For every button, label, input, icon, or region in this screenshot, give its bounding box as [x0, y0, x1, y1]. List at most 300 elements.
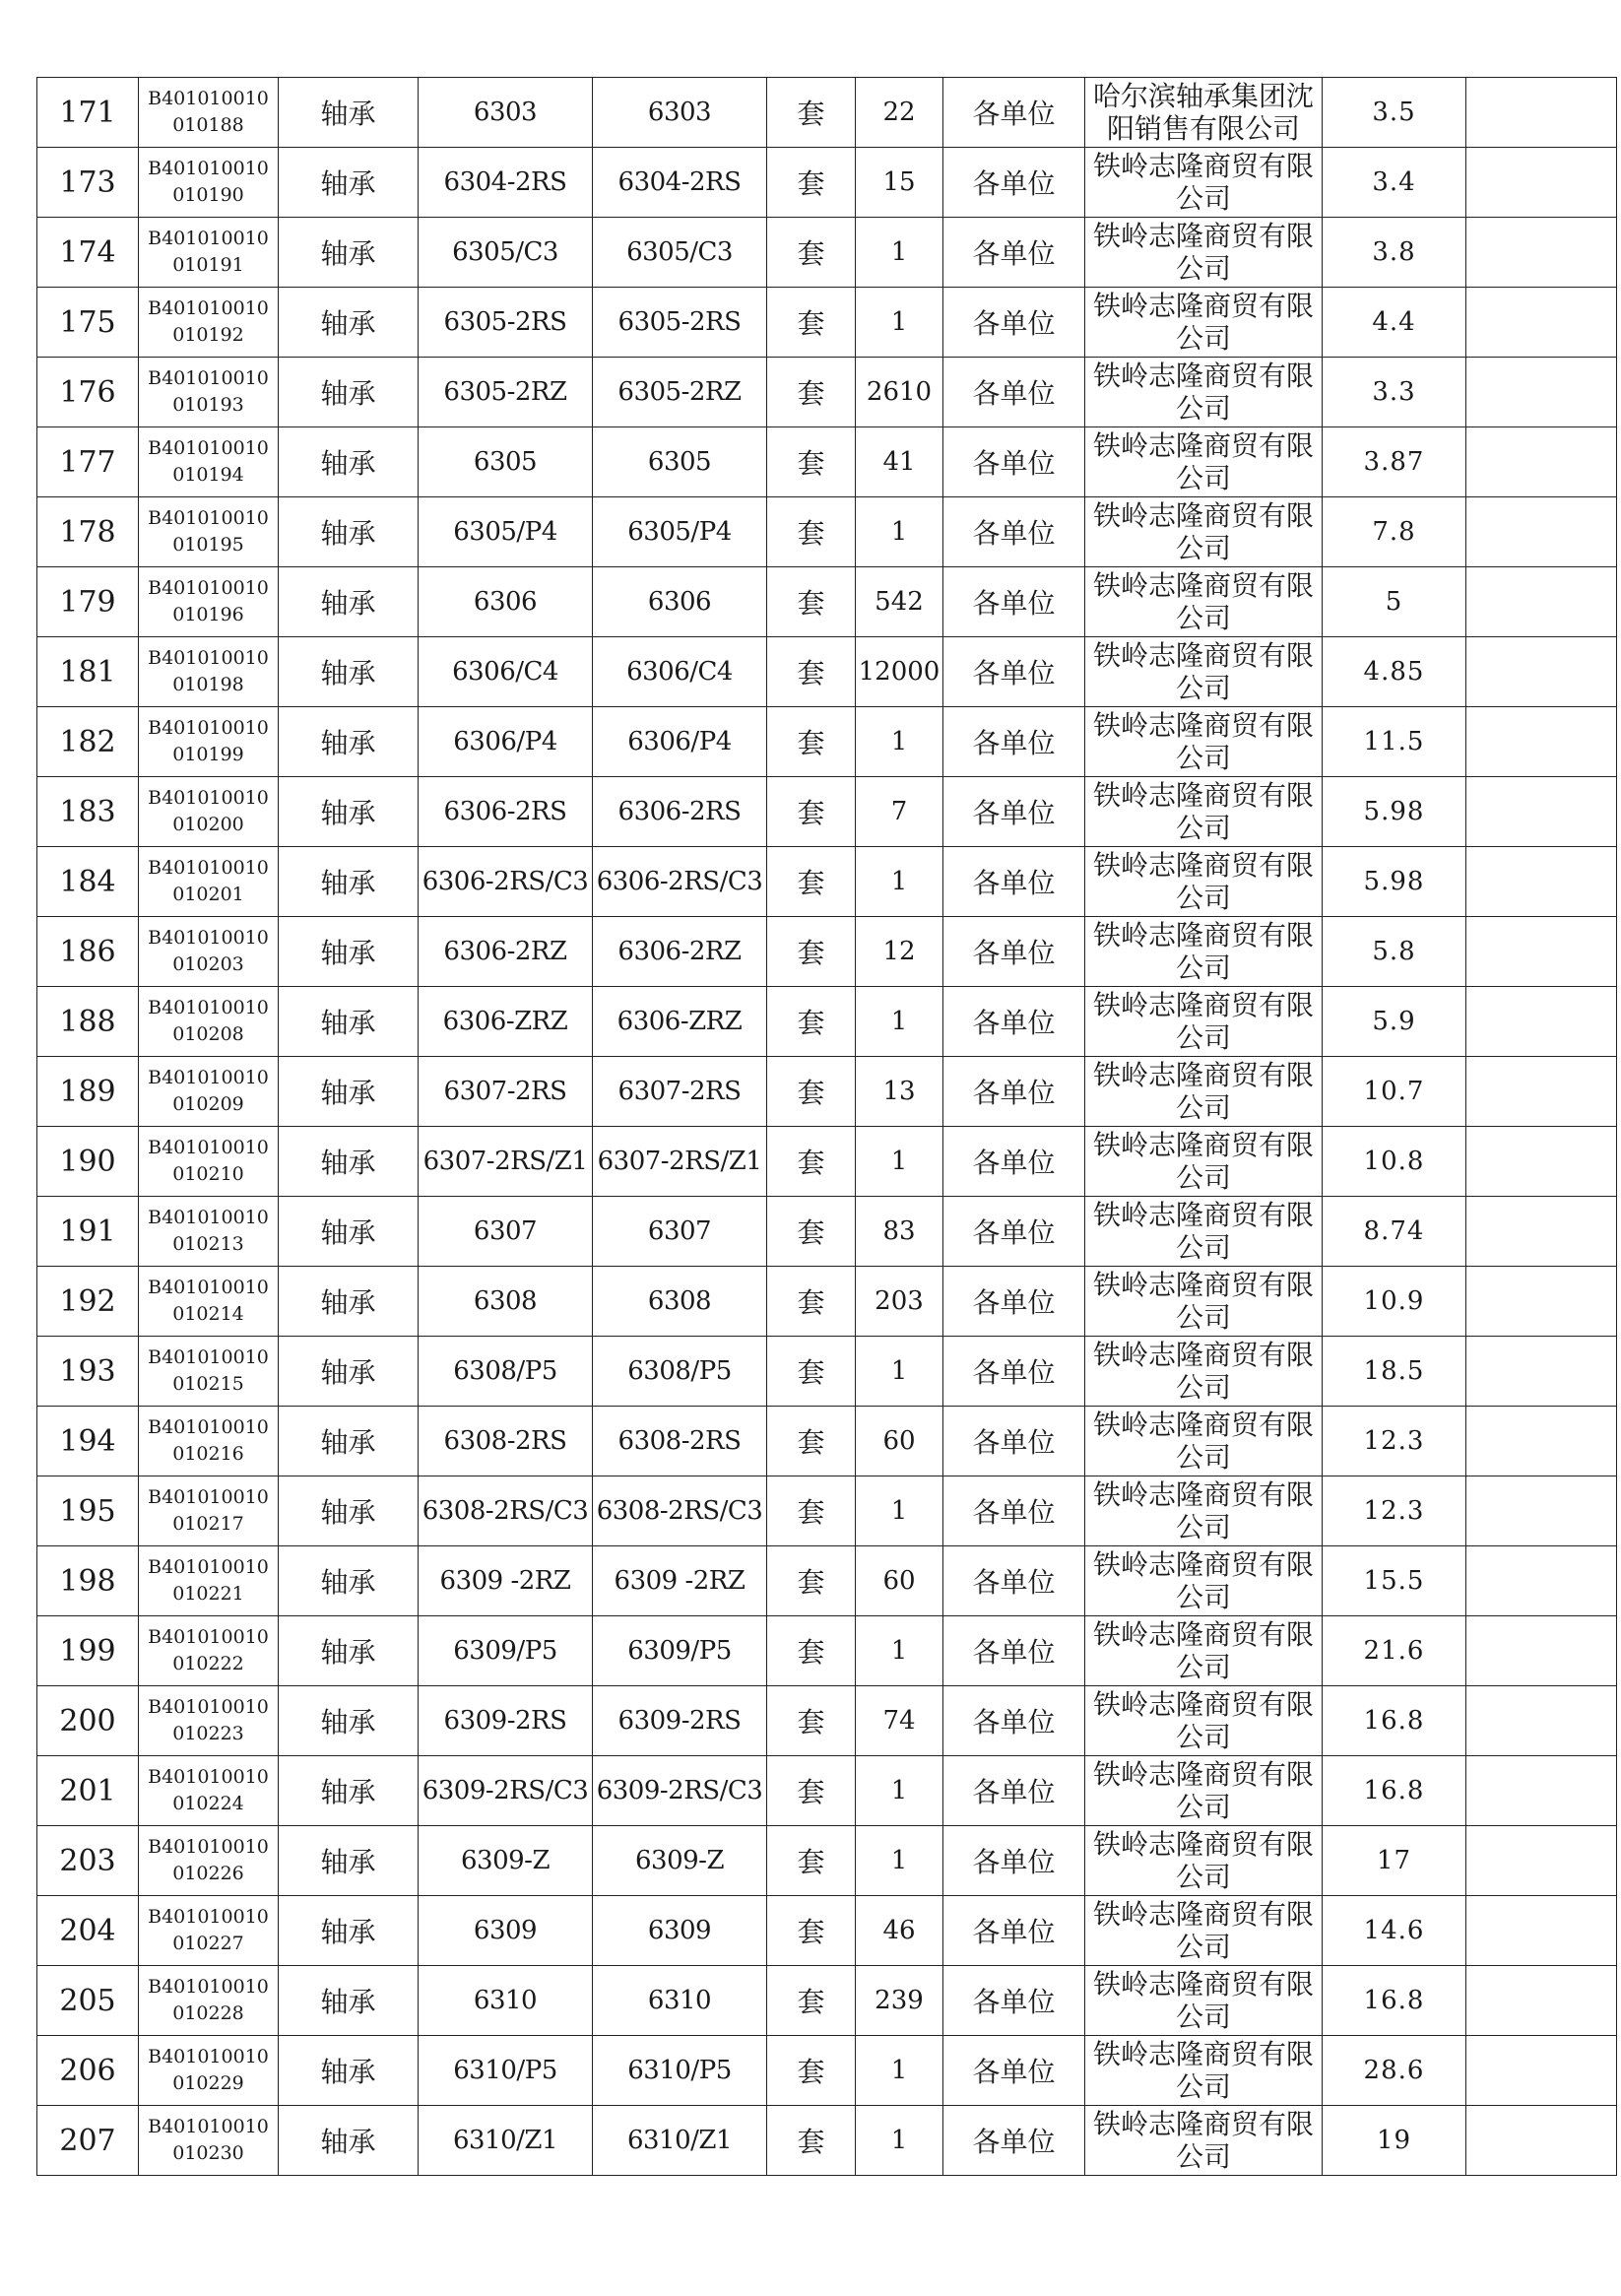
supplier-line: 公司	[1175, 182, 1231, 215]
quantity-cell: 1	[856, 497, 943, 567]
item-name-cell: 轴承	[279, 1686, 419, 1756]
unit-cell: 套	[767, 497, 856, 567]
material-code-cell	[139, 1686, 279, 1756]
supplier-cell	[1085, 1407, 1323, 1476]
supplier-line: 公司	[1175, 1581, 1231, 1613]
supplier-line: 铁岭志隆商贸有限	[1092, 2108, 1314, 2140]
material-code-cell	[139, 777, 279, 847]
supplier-cell	[1085, 2106, 1323, 2176]
unit-cell: 套	[767, 1756, 856, 1826]
model-cell: 6305/C3	[593, 218, 767, 288]
model-cell: 6310/Z1	[593, 2106, 767, 2176]
unit-price-cell: 28.6	[1323, 2036, 1466, 2106]
model-cell: 6308	[593, 1267, 767, 1337]
material-code-cell	[139, 987, 279, 1057]
item-name-cell: 轴承	[279, 1616, 419, 1686]
supplier-line: 铁岭志隆商贸有限	[1092, 1898, 1314, 1931]
supplier-line: 铁岭志隆商贸有限	[1092, 1968, 1314, 2001]
model-cell: 6309-Z	[593, 1826, 767, 1896]
supplier-cell	[1085, 1057, 1323, 1127]
material-code-line: B401010010	[148, 507, 269, 529]
unit-cell: 套	[767, 1896, 856, 1966]
remark-cell	[1466, 987, 1617, 1057]
remark-cell	[1466, 1407, 1617, 1476]
department-cell: 各单位	[943, 1896, 1085, 1966]
remark-cell	[1466, 497, 1617, 567]
supplier-cell	[1085, 1476, 1323, 1546]
item-name-cell: 轴承	[279, 777, 419, 847]
material-code-line: 010226	[172, 1863, 244, 1884]
material-code-line: B401010010	[148, 927, 269, 949]
quantity-cell: 12000	[856, 637, 943, 707]
table-row	[37, 1407, 1617, 1476]
supplier-line: 公司	[1175, 322, 1231, 355]
spec-cell: 6308-2RS	[419, 1407, 593, 1476]
item-name-cell: 轴承	[279, 1476, 419, 1546]
material-code-line: B401010010	[148, 647, 269, 669]
material-code-line: B401010010	[148, 1067, 269, 1088]
item-name-cell: 轴承	[279, 1407, 419, 1476]
supplier-cell	[1085, 847, 1323, 917]
table-row	[37, 917, 1617, 987]
table-row	[37, 1756, 1617, 1826]
bearing-price-table	[36, 77, 1617, 2176]
unit-price-cell: 3.87	[1323, 427, 1466, 497]
table-row	[37, 637, 1617, 707]
model-cell: 6306-ZRZ	[593, 987, 767, 1057]
table-row	[37, 78, 1617, 148]
row-number-cell: 207	[37, 2106, 139, 2176]
supplier-line: 公司	[1175, 252, 1231, 285]
department-cell: 各单位	[943, 1057, 1085, 1127]
item-name-cell: 轴承	[279, 1896, 419, 1966]
quantity-cell: 1	[856, 1616, 943, 1686]
item-name-cell: 轴承	[279, 1267, 419, 1337]
spec-cell: 6308	[419, 1267, 593, 1337]
supplier-line: 铁岭志隆商贸有限	[1092, 1059, 1314, 1091]
department-cell: 各单位	[943, 917, 1085, 987]
supplier-cell	[1085, 1826, 1323, 1896]
department-cell: 各单位	[943, 78, 1085, 148]
row-number-cell: 176	[37, 358, 139, 427]
department-cell: 各单位	[943, 1966, 1085, 2036]
quantity-cell: 74	[856, 1686, 943, 1756]
material-code-line: 010198	[172, 674, 244, 695]
remark-cell	[1466, 567, 1617, 637]
row-number-cell: 201	[37, 1756, 139, 1826]
supplier-cell	[1085, 1616, 1323, 1686]
quantity-cell: 41	[856, 427, 943, 497]
row-number-cell: 199	[37, 1616, 139, 1686]
unit-price-cell: 16.8	[1323, 1966, 1466, 2036]
model-cell: 6305-2RS	[593, 288, 767, 358]
material-code-line: 010196	[172, 604, 244, 625]
row-number-cell: 174	[37, 218, 139, 288]
material-code-cell	[139, 567, 279, 637]
item-name-cell: 轴承	[279, 847, 419, 917]
unit-cell: 套	[767, 707, 856, 777]
material-code-line: 010221	[172, 1583, 244, 1605]
model-cell: 6308/P5	[593, 1337, 767, 1407]
model-cell: 6309-2RS	[593, 1686, 767, 1756]
item-name-cell: 轴承	[279, 497, 419, 567]
item-name-cell: 轴承	[279, 148, 419, 218]
remark-cell	[1466, 917, 1617, 987]
row-number-cell: 182	[37, 707, 139, 777]
row-number-cell: 178	[37, 497, 139, 567]
spec-cell: 6309-2RS/C3	[419, 1756, 593, 1826]
supplier-line: 铁岭志隆商贸有限	[1092, 1269, 1314, 1301]
remark-cell	[1466, 1896, 1617, 1966]
unit-cell: 套	[767, 1197, 856, 1267]
unit-cell: 套	[767, 218, 856, 288]
unit-price-cell: 12.3	[1323, 1407, 1466, 1476]
table-row	[37, 1896, 1617, 1966]
item-name-cell: 轴承	[279, 1127, 419, 1197]
unit-price-cell: 16.8	[1323, 1756, 1466, 1826]
supplier-line: 公司	[1175, 1231, 1231, 1264]
material-code-line: B401010010	[148, 997, 269, 1018]
supplier-line: 公司	[1175, 602, 1231, 634]
material-code-line: 010222	[172, 1653, 244, 1674]
unit-price-cell: 21.6	[1323, 1616, 1466, 1686]
unit-cell: 套	[767, 1407, 856, 1476]
supplier-line: 铁岭志隆商贸有限	[1092, 290, 1314, 322]
spec-cell: 6308-2RS/C3	[419, 1476, 593, 1546]
supplier-line: 公司	[1175, 672, 1231, 704]
unit-price-cell: 10.7	[1323, 1057, 1466, 1127]
unit-cell: 套	[767, 1686, 856, 1756]
spec-cell: 6309/P5	[419, 1616, 593, 1686]
model-cell: 6306	[593, 567, 767, 637]
unit-price-cell: 8.74	[1323, 1197, 1466, 1267]
item-name-cell: 轴承	[279, 1057, 419, 1127]
supplier-line: 公司	[1175, 1161, 1231, 1194]
supplier-line: 铁岭志隆商贸有限	[1092, 1688, 1314, 1721]
material-code-cell	[139, 707, 279, 777]
material-code-line: B401010010	[148, 1906, 269, 1928]
department-cell: 各单位	[943, 497, 1085, 567]
remark-cell	[1466, 1057, 1617, 1127]
department-cell: 各单位	[943, 358, 1085, 427]
material-code-cell	[139, 2036, 279, 2106]
unit-price-cell: 5.9	[1323, 987, 1466, 1057]
quantity-cell: 60	[856, 1407, 943, 1476]
item-name-cell: 轴承	[279, 2036, 419, 2106]
unit-price-cell: 3.8	[1323, 218, 1466, 288]
quantity-cell: 1	[856, 288, 943, 358]
department-cell: 各单位	[943, 2106, 1085, 2176]
model-cell: 6304-2RS	[593, 148, 767, 218]
unit-price-cell: 19	[1323, 2106, 1466, 2176]
spec-cell: 6309-Z	[419, 1826, 593, 1896]
unit-cell: 套	[767, 847, 856, 917]
supplier-line: 公司	[1175, 742, 1231, 774]
unit-price-cell: 14.6	[1323, 1896, 1466, 1966]
supplier-line: 公司	[1175, 1721, 1231, 1753]
remark-cell	[1466, 78, 1617, 148]
model-cell: 6303	[593, 78, 767, 148]
material-code-cell	[139, 1546, 279, 1616]
spec-cell: 6310/Z1	[419, 2106, 593, 2176]
material-code-line: B401010010	[148, 1556, 269, 1578]
supplier-line: 公司	[1175, 812, 1231, 844]
spec-cell: 6306-ZRZ	[419, 987, 593, 1057]
supplier-line: 公司	[1175, 1091, 1231, 1124]
unit-cell: 套	[767, 1337, 856, 1407]
table-row	[37, 1686, 1617, 1756]
supplier-line: 铁岭志隆商贸有限	[1092, 1129, 1314, 1161]
quantity-cell: 1	[856, 1337, 943, 1407]
row-number-cell: 195	[37, 1476, 139, 1546]
quantity-cell: 15	[856, 148, 943, 218]
material-code-line: 010214	[172, 1303, 244, 1325]
supplier-line: 公司	[1175, 392, 1231, 425]
material-code-line: 010188	[172, 114, 244, 136]
supplier-line: 铁岭志隆商贸有限	[1092, 1618, 1314, 1651]
material-code-line: B401010010	[148, 1696, 269, 1718]
table-row	[37, 1826, 1617, 1896]
supplier-cell	[1085, 1686, 1323, 1756]
supplier-cell	[1085, 218, 1323, 288]
model-cell: 6309	[593, 1896, 767, 1966]
remark-cell	[1466, 2106, 1617, 2176]
remark-cell	[1466, 1756, 1617, 1826]
supplier-cell	[1085, 1756, 1323, 1826]
supplier-cell	[1085, 637, 1323, 707]
material-code-line: 010203	[172, 953, 244, 975]
material-code-line: B401010010	[148, 787, 269, 809]
model-cell: 6310/P5	[593, 2036, 767, 2106]
supplier-cell	[1085, 148, 1323, 218]
unit-cell: 套	[767, 1966, 856, 2036]
supplier-line: 铁岭志隆商贸有限	[1092, 919, 1314, 951]
material-code-cell	[139, 427, 279, 497]
material-code-line: B401010010	[148, 2116, 269, 2137]
unit-price-cell: 5	[1323, 567, 1466, 637]
department-cell: 各单位	[943, 1826, 1085, 1896]
supplier-line: 铁岭志隆商贸有限	[1092, 569, 1314, 602]
material-code-line: 010193	[172, 394, 244, 416]
remark-cell	[1466, 847, 1617, 917]
remark-cell	[1466, 2036, 1617, 2106]
supplier-cell	[1085, 777, 1323, 847]
item-name-cell: 轴承	[279, 707, 419, 777]
table-row	[37, 1057, 1617, 1127]
material-code-line: B401010010	[148, 1416, 269, 1438]
supplier-line: 铁岭志隆商贸有限	[1092, 989, 1314, 1021]
department-cell: 各单位	[943, 288, 1085, 358]
spec-cell: 6306	[419, 567, 593, 637]
remark-cell	[1466, 1826, 1617, 1896]
quantity-cell: 22	[856, 78, 943, 148]
model-cell: 6307-2RS	[593, 1057, 767, 1127]
quantity-cell: 542	[856, 567, 943, 637]
unit-cell: 套	[767, 987, 856, 1057]
unit-price-cell: 12.3	[1323, 1476, 1466, 1546]
model-cell: 6308-2RS/C3	[593, 1476, 767, 1546]
material-code-line: B401010010	[148, 297, 269, 319]
table-row	[37, 288, 1617, 358]
material-code-line: B401010010	[148, 1346, 269, 1368]
unit-price-cell: 10.9	[1323, 1267, 1466, 1337]
spec-cell: 6305-2RZ	[419, 358, 593, 427]
remark-cell	[1466, 1686, 1617, 1756]
unit-cell: 套	[767, 567, 856, 637]
quantity-cell: 7	[856, 777, 943, 847]
material-code-line: B401010010	[148, 367, 269, 389]
remark-cell	[1466, 777, 1617, 847]
department-cell: 各单位	[943, 1686, 1085, 1756]
model-cell: 6306/P4	[593, 707, 767, 777]
remark-cell	[1466, 288, 1617, 358]
model-cell: 6306/C4	[593, 637, 767, 707]
remark-cell	[1466, 427, 1617, 497]
quantity-cell: 1	[856, 987, 943, 1057]
table-row	[37, 1476, 1617, 1546]
supplier-line: 公司	[1175, 462, 1231, 494]
unit-price-cell: 7.8	[1323, 497, 1466, 567]
material-code-cell	[139, 1267, 279, 1337]
material-code-cell	[139, 288, 279, 358]
supplier-line: 铁岭志隆商贸有限	[1092, 779, 1314, 812]
supplier-line: 公司	[1175, 2001, 1231, 2033]
supplier-cell	[1085, 427, 1323, 497]
model-cell: 6307-2RS/Z1	[593, 1127, 767, 1197]
quantity-cell: 203	[856, 1267, 943, 1337]
material-code-cell	[139, 358, 279, 427]
material-code-line: 010210	[172, 1163, 244, 1185]
table-row	[37, 707, 1617, 777]
table-row	[37, 427, 1617, 497]
spec-cell: 6305/P4	[419, 497, 593, 567]
unit-price-cell: 4.85	[1323, 637, 1466, 707]
supplier-line: 铁岭志隆商贸有限	[1092, 499, 1314, 532]
supplier-line: 公司	[1175, 951, 1231, 984]
material-code-line: B401010010	[148, 437, 269, 459]
table-row	[37, 1267, 1617, 1337]
row-number-cell: 184	[37, 847, 139, 917]
quantity-cell: 1	[856, 218, 943, 288]
row-number-cell: 177	[37, 427, 139, 497]
supplier-line: 公司	[1175, 1441, 1231, 1474]
material-code-cell	[139, 917, 279, 987]
unit-price-cell: 4.4	[1323, 288, 1466, 358]
item-name-cell: 轴承	[279, 2106, 419, 2176]
supplier-cell	[1085, 288, 1323, 358]
material-code-line: B401010010	[148, 857, 269, 879]
item-name-cell: 轴承	[279, 78, 419, 148]
remark-cell	[1466, 1127, 1617, 1197]
supplier-line: 铁岭志隆商贸有限	[1092, 1339, 1314, 1371]
supplier-line: 公司	[1175, 1371, 1231, 1404]
row-number-cell: 171	[37, 78, 139, 148]
department-cell: 各单位	[943, 218, 1085, 288]
spec-cell: 6303	[419, 78, 593, 148]
material-code-cell	[139, 78, 279, 148]
row-number-cell: 173	[37, 148, 139, 218]
department-cell: 各单位	[943, 1197, 1085, 1267]
supplier-line: 铁岭志隆商贸有限	[1092, 150, 1314, 182]
material-code-line: B401010010	[148, 1976, 269, 1998]
supplier-line: 铁岭志隆商贸有限	[1092, 220, 1314, 252]
row-number-cell: 188	[37, 987, 139, 1057]
department-cell: 各单位	[943, 707, 1085, 777]
unit-price-cell: 10.8	[1323, 1127, 1466, 1197]
unit-price-cell: 5.8	[1323, 917, 1466, 987]
table-row	[37, 497, 1617, 567]
material-code-line: B401010010	[148, 1277, 269, 1298]
unit-price-cell: 15.5	[1323, 1546, 1466, 1616]
spec-cell: 6306/P4	[419, 707, 593, 777]
spec-cell: 6306/C4	[419, 637, 593, 707]
spec-cell: 6310/P5	[419, 2036, 593, 2106]
row-number-cell: 186	[37, 917, 139, 987]
table-row	[37, 1127, 1617, 1197]
row-number-cell: 192	[37, 1267, 139, 1337]
unit-cell: 套	[767, 1826, 856, 1896]
department-cell: 各单位	[943, 2036, 1085, 2106]
quantity-cell: 1	[856, 2106, 943, 2176]
spec-cell: 6308/P5	[419, 1337, 593, 1407]
supplier-cell	[1085, 1337, 1323, 1407]
quantity-cell: 2610	[856, 358, 943, 427]
unit-cell: 套	[767, 1267, 856, 1337]
supplier-line: 铁岭志隆商贸有限	[1092, 429, 1314, 462]
material-code-line: 010217	[172, 1513, 244, 1535]
unit-price-cell: 5.98	[1323, 847, 1466, 917]
material-code-line: 010229	[172, 2072, 244, 2094]
department-cell: 各单位	[943, 1546, 1085, 1616]
material-code-line: 010208	[172, 1023, 244, 1045]
unit-cell: 套	[767, 358, 856, 427]
material-code-cell	[139, 2106, 279, 2176]
row-number-cell: 194	[37, 1407, 139, 1476]
material-code-line: 010230	[172, 2142, 244, 2164]
supplier-cell	[1085, 78, 1323, 148]
unit-price-cell: 16.8	[1323, 1686, 1466, 1756]
material-code-line: 010224	[172, 1793, 244, 1814]
row-number-cell: 191	[37, 1197, 139, 1267]
unit-cell: 套	[767, 148, 856, 218]
supplier-cell	[1085, 707, 1323, 777]
item-name-cell: 轴承	[279, 1966, 419, 2036]
material-code-cell	[139, 1197, 279, 1267]
remark-cell	[1466, 1966, 1617, 2036]
unit-price-cell: 5.98	[1323, 777, 1466, 847]
unit-price-cell: 3.3	[1323, 358, 1466, 427]
model-cell: 6309/P5	[593, 1616, 767, 1686]
model-cell: 6306-2RS/C3	[593, 847, 767, 917]
unit-price-cell: 17	[1323, 1826, 1466, 1896]
remark-cell	[1466, 218, 1617, 288]
material-code-line: 010223	[172, 1723, 244, 1744]
supplier-line: 铁岭志隆商贸有限	[1092, 1199, 1314, 1231]
quantity-cell: 60	[856, 1546, 943, 1616]
row-number-cell: 204	[37, 1896, 139, 1966]
supplier-line: 公司	[1175, 1791, 1231, 1823]
item-name-cell: 轴承	[279, 218, 419, 288]
spec-cell: 6307-2RS/Z1	[419, 1127, 593, 1197]
row-number-cell: 200	[37, 1686, 139, 1756]
remark-cell	[1466, 1267, 1617, 1337]
unit-cell: 套	[767, 1057, 856, 1127]
remark-cell	[1466, 1546, 1617, 1616]
unit-cell: 套	[767, 1127, 856, 1197]
supplier-line: 公司	[1175, 2140, 1231, 2173]
quantity-cell: 1	[856, 2036, 943, 2106]
row-number-cell: 183	[37, 777, 139, 847]
